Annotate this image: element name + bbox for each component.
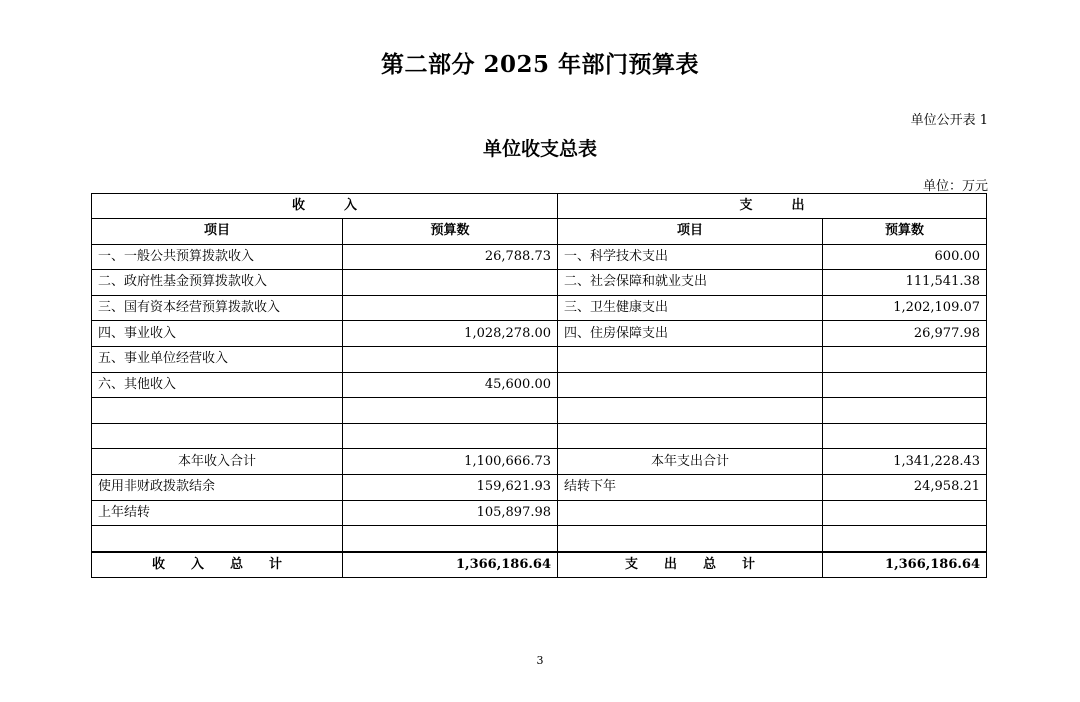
- income-amount: 1,028,278.00: [343, 321, 558, 347]
- income-amount-header: 预算数: [343, 219, 558, 245]
- income-item: 五、事业单位经营收入: [92, 346, 343, 372]
- expense-amount: [823, 423, 987, 449]
- expense-section-header: 支 出: [558, 194, 987, 219]
- income-amount: [343, 346, 558, 372]
- expense-amount: [823, 526, 987, 552]
- expense-item: 二、社会保障和就业支出: [558, 270, 823, 296]
- table-row: [92, 270, 987, 296]
- table-row: [92, 526, 987, 552]
- section-header-row: [92, 194, 987, 219]
- income-amount: [343, 423, 558, 449]
- income-item: 三、国有资本经营预算拨款收入: [92, 295, 343, 321]
- expense-amount: 26,977.98: [823, 321, 987, 347]
- income-item-header: 项目: [92, 219, 343, 245]
- expense-item: 一、科学技术支出: [558, 244, 823, 270]
- income-subtotal-amount: 1,100,666.73: [343, 449, 558, 475]
- income-item: 上年结转: [92, 500, 343, 526]
- subtotal-row: [92, 449, 987, 475]
- expense-item: [558, 526, 823, 552]
- income-item: [92, 423, 343, 449]
- grand-total-row: [92, 552, 987, 578]
- expense-amount: 24,958.21: [823, 474, 987, 500]
- expense-item-header: 项目: [558, 219, 823, 245]
- expense-amount: 111,541.38: [823, 270, 987, 296]
- table-row: [92, 474, 987, 500]
- table-row: [92, 372, 987, 398]
- table-row: [92, 295, 987, 321]
- income-item: 四、事业收入: [92, 321, 343, 347]
- table-title: 单位收支总表: [482, 138, 597, 160]
- expense-amount: 600.00: [823, 244, 987, 270]
- expense-item: 四、住房保障支出: [558, 321, 823, 347]
- table-code: 单位公开表 1: [910, 113, 988, 128]
- income-amount: 45,600.00: [343, 372, 558, 398]
- income-total-label: 收 入 总 计: [92, 552, 343, 578]
- expense-total-label: 支 出 总 计: [558, 552, 823, 578]
- expense-amount: 1,202,109.07: [823, 295, 987, 321]
- income-subtotal-label: 本年收入合计: [92, 449, 343, 475]
- income-item: 一、一般公共预算拨款收入: [92, 244, 343, 270]
- table-row: [92, 321, 987, 347]
- income-amount: 105,897.98: [343, 500, 558, 526]
- expense-total-amount: 1,366,186.64: [823, 552, 987, 578]
- expense-item: [558, 398, 823, 424]
- column-header-row: [92, 219, 987, 245]
- expense-amount: [823, 500, 987, 526]
- expense-amount: [823, 346, 987, 372]
- expense-item: 结转下年: [558, 474, 823, 500]
- expense-amount: [823, 372, 987, 398]
- table-row: [92, 346, 987, 372]
- expense-item: [558, 372, 823, 398]
- income-section-header: 收 入: [92, 194, 558, 219]
- income-item: 使用非财政拨款结余: [92, 474, 343, 500]
- income-amount: [343, 398, 558, 424]
- expense-item: [558, 500, 823, 526]
- income-item: 二、政府性基金预算拨款收入: [92, 270, 343, 296]
- income-amount: 159,621.93: [343, 474, 558, 500]
- income-item: 六、其他收入: [92, 372, 343, 398]
- unit-label: 单位：万元: [922, 179, 988, 194]
- table-row: [92, 423, 987, 449]
- budget-table: [91, 193, 987, 578]
- expense-item: [558, 346, 823, 372]
- expense-subtotal-label: 本年支出合计: [558, 449, 823, 475]
- income-amount: [343, 270, 558, 296]
- income-amount: 26,788.73: [343, 244, 558, 270]
- expense-subtotal-amount: 1,341,228.43: [823, 449, 987, 475]
- expense-amount: [823, 398, 987, 424]
- expense-item: 三、卫生健康支出: [558, 295, 823, 321]
- income-item: [92, 398, 343, 424]
- table-row: [92, 398, 987, 424]
- income-item: [92, 526, 343, 552]
- table-row: [92, 244, 987, 270]
- expense-amount-header: 预算数: [823, 219, 987, 245]
- income-amount: [343, 526, 558, 552]
- income-total-amount: 1,366,186.64: [343, 552, 558, 578]
- table-row: [92, 500, 987, 526]
- page-number: 3: [536, 654, 544, 667]
- document-title: 第二部分 2025 年部门预算表: [380, 51, 700, 78]
- income-amount: [343, 295, 558, 321]
- expense-item: [558, 423, 823, 449]
